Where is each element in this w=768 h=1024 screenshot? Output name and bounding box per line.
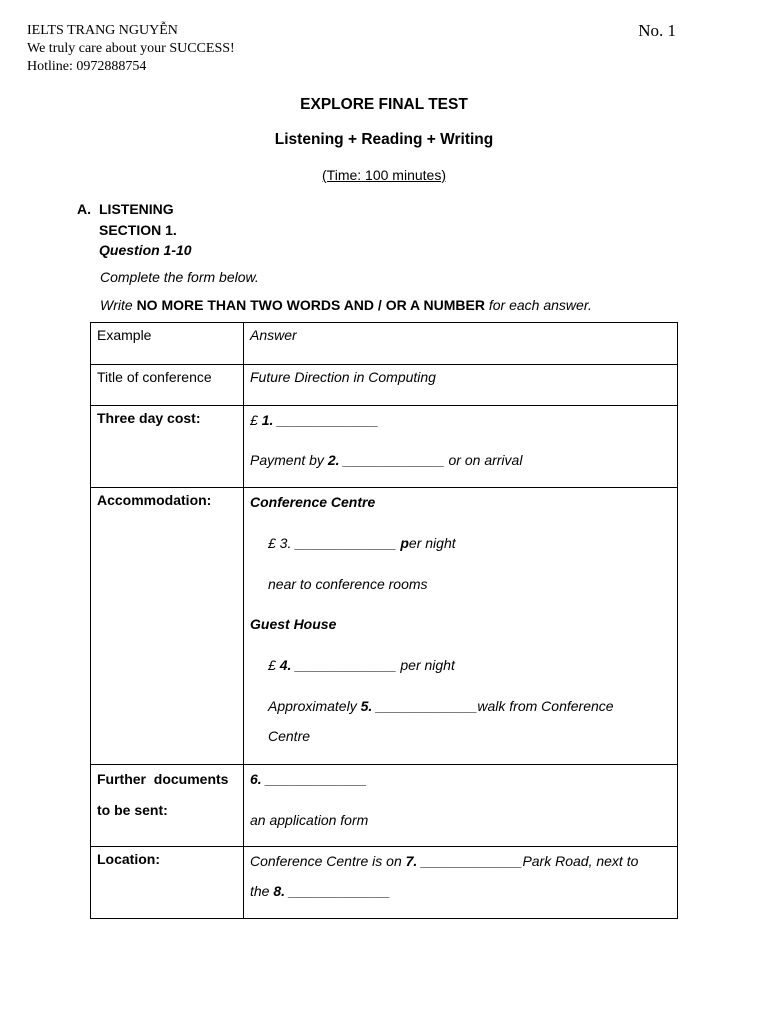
instruction-pre: Write [100, 297, 137, 313]
page-number: No. 1 [638, 21, 676, 40]
instruction-line-2 [100, 297, 592, 313]
q2-number: 2. [327, 452, 340, 468]
q6-number: 6. [250, 771, 262, 787]
q5-post: _____________walk from Conference [372, 698, 614, 714]
q5-number: 5. [360, 698, 373, 714]
docs-cell [244, 765, 678, 847]
docs-form: an application form [250, 812, 369, 828]
q2-blank: _____________ or on arrival [339, 452, 523, 468]
q6-blank: _____________ [261, 771, 367, 787]
example-answer: Answer [244, 323, 678, 365]
payment-text: Payment by [250, 452, 328, 468]
q1-number: 1. [261, 412, 274, 428]
section-letter: A. [77, 201, 91, 217]
test-subtitle: Listening + Reading + Writing [274, 131, 494, 148]
school-header [27, 22, 235, 76]
table-row [91, 406, 678, 488]
q8-blank: _____________ [285, 883, 391, 899]
loc-label: Location: [91, 847, 244, 919]
q4-number: 4. [279, 657, 292, 673]
q8-number: 8. [273, 883, 286, 899]
q6-line [250, 769, 671, 789]
title-value: Future Direction in Computing [244, 365, 678, 406]
table-row [91, 765, 678, 847]
loc-post: _____________Park Road, next to [417, 853, 639, 869]
q3-p: p [400, 535, 409, 551]
section-name: LISTENING [99, 201, 174, 217]
loc-pre: Conference Centre is on [250, 853, 406, 869]
accom-cell [244, 488, 678, 765]
title-label: Title of conference [91, 365, 244, 406]
section-heading [77, 199, 192, 261]
docs-label-2: to be sent: [97, 802, 168, 818]
q7-number: 7. [405, 853, 418, 869]
q8-pre: the [250, 883, 274, 899]
table-row [91, 488, 678, 765]
pound-sign: £ [250, 412, 262, 428]
q8-line [250, 881, 671, 901]
cost-line-1 [250, 410, 671, 430]
q4-pre: £ [268, 657, 280, 673]
q5-pre: Approximately [268, 698, 361, 714]
school-slogan: We truly care about your SUCCESS! [27, 41, 235, 56]
q5-line-2: Centre [268, 728, 311, 744]
q1-blank: _____________ [273, 412, 379, 428]
accom-label: Accommodation: [91, 488, 244, 765]
test-time: (Time: 100 minutes) [322, 167, 446, 183]
table-row [91, 323, 678, 365]
instruction-bold: NO MORE THAN TWO WORDS AND / OR A NUMBER [136, 297, 485, 313]
test-title: EXPLORE FINAL TEST [300, 96, 468, 113]
accom-centre: Conference Centre [250, 494, 376, 510]
form-table [90, 322, 678, 919]
q3-line [250, 533, 671, 553]
table-row [91, 365, 678, 406]
accom-guest: Guest House [250, 616, 337, 632]
example-label: Example [91, 323, 244, 365]
question-range: Question 1-10 [99, 242, 192, 258]
docs-label [91, 765, 244, 847]
q7-line [250, 851, 671, 871]
table-row [91, 847, 678, 919]
accom-near: near to conference rooms [268, 576, 428, 592]
cost-label: Three day cost: [91, 406, 244, 488]
school-hotline: Hotline: 0972888754 [27, 59, 147, 74]
instruction-post: for each answer. [484, 297, 592, 313]
q4-post: _____________ per night [291, 657, 455, 673]
cost-line-2 [250, 450, 671, 470]
q5-line [250, 696, 671, 716]
q4-line [250, 655, 671, 675]
q3-post: er night [408, 535, 456, 551]
cost-cell [244, 406, 678, 488]
school-name: IELTS TRANG NGUYỄN [27, 23, 178, 38]
q3-text: £ 3. _____________ [268, 535, 401, 551]
loc-cell [244, 847, 678, 919]
instruction-line-1: Complete the form below. [100, 269, 259, 285]
docs-label-1: Further documents [97, 771, 229, 787]
section-label: SECTION 1. [99, 221, 177, 238]
